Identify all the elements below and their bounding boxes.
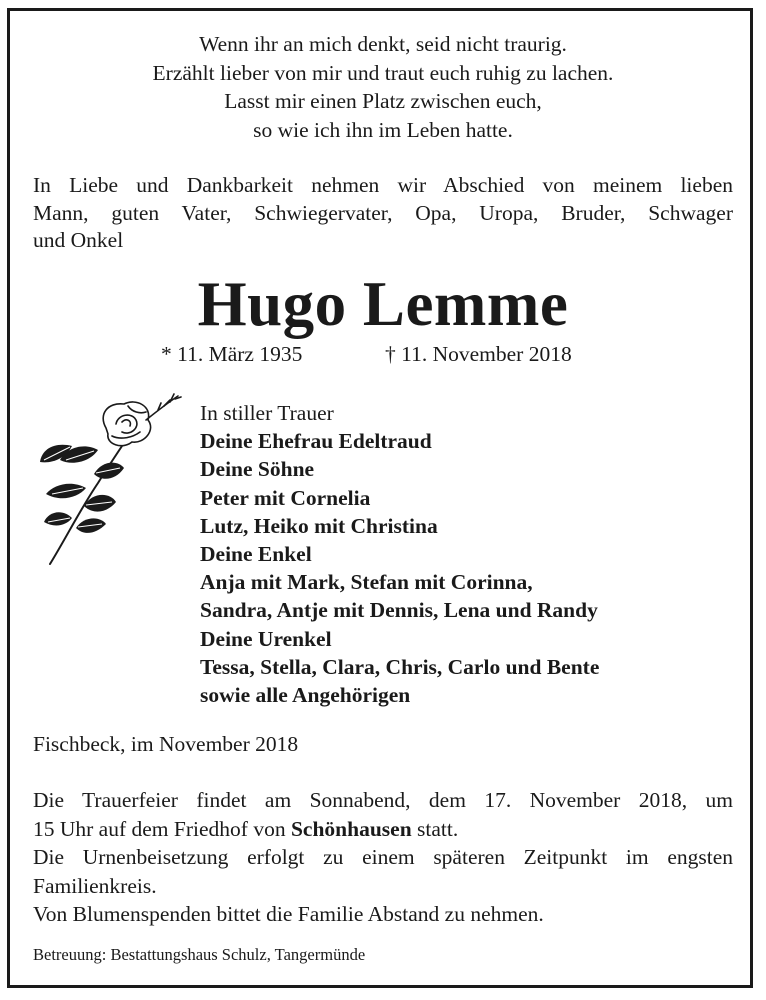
mourner-line: Lutz, Heiko mit Christina	[200, 513, 438, 538]
funeral-place: Schönhausen	[290, 816, 412, 841]
mourner-line: Deine Urenkel	[200, 626, 332, 651]
funeral-text: 15 Uhr auf dem Friedhof von	[33, 816, 291, 841]
death-date: † 11. November 2018	[385, 342, 572, 366]
mourner-line: Sandra, Antje mit Dennis, Lena und Randy	[200, 598, 598, 623]
intro-line: und Onkel	[33, 228, 124, 252]
funeral-line: Familienkreis.	[33, 873, 157, 898]
mourner-line: Anja mit Mark, Stefan mit Corinna,	[200, 570, 533, 595]
place-date: Fischbeck, im November 2018	[33, 732, 299, 756]
mourner-line: Tessa, Stella, Clara, Chris, Carlo und Bente	[200, 654, 600, 679]
funeral-line: Die Urnenbeisetzung erfolgt zu einem späteren Zeitpunkt im engsten	[33, 845, 733, 869]
mourner-line: Deine Söhne	[200, 457, 315, 482]
intro-text	[33, 172, 733, 255]
mourner-line: Deine Ehefrau Edeltraud	[200, 429, 432, 454]
funeral-line: Von Blumenspenden bittet die Familie Abstand zu nehmen.	[33, 902, 544, 926]
care-credit: Betreuung: Bestattungshaus Schulz, Tangermünde	[33, 945, 366, 964]
funeral-text: statt.	[411, 816, 459, 841]
poem	[0, 30, 766, 144]
mourner-line: Deine Enkel	[200, 542, 312, 567]
mourner-line: Peter mit Cornelia	[200, 485, 371, 510]
birth-date: * 11. März 1935	[161, 342, 303, 366]
intro-line: Mann, guten Vater, Schwiegervater, Opa, Uropa, Bruder, Schwager	[33, 200, 733, 225]
mourners-list	[200, 399, 599, 709]
poem-line: so wie ich ihn im Leben hatte.	[253, 117, 513, 142]
mourners-heading: In stiller Trauer	[200, 401, 334, 425]
funeral-line	[33, 815, 733, 844]
intro-line: In Liebe und Dankbarkeit nehmen wir Abschied von meinem lieben	[33, 173, 733, 197]
mourner-line: sowie alle Angehörigen	[200, 683, 411, 708]
poem-line: Lasst mir einen Platz zwischen euch,	[224, 89, 542, 113]
poem-line: Wenn ihr an mich denkt, seid nicht traurig.	[199, 32, 567, 56]
rose-icon	[36, 388, 186, 570]
deceased-name: Hugo Lemme	[197, 269, 569, 339]
funeral-line: Die Trauerfeier findet am Sonnabend, dem 17. November 2018, um	[33, 788, 733, 812]
poem-line: Erzählt lieber von mir und traut euch ruhig zu lachen.	[152, 60, 614, 85]
funeral-info	[33, 786, 733, 929]
